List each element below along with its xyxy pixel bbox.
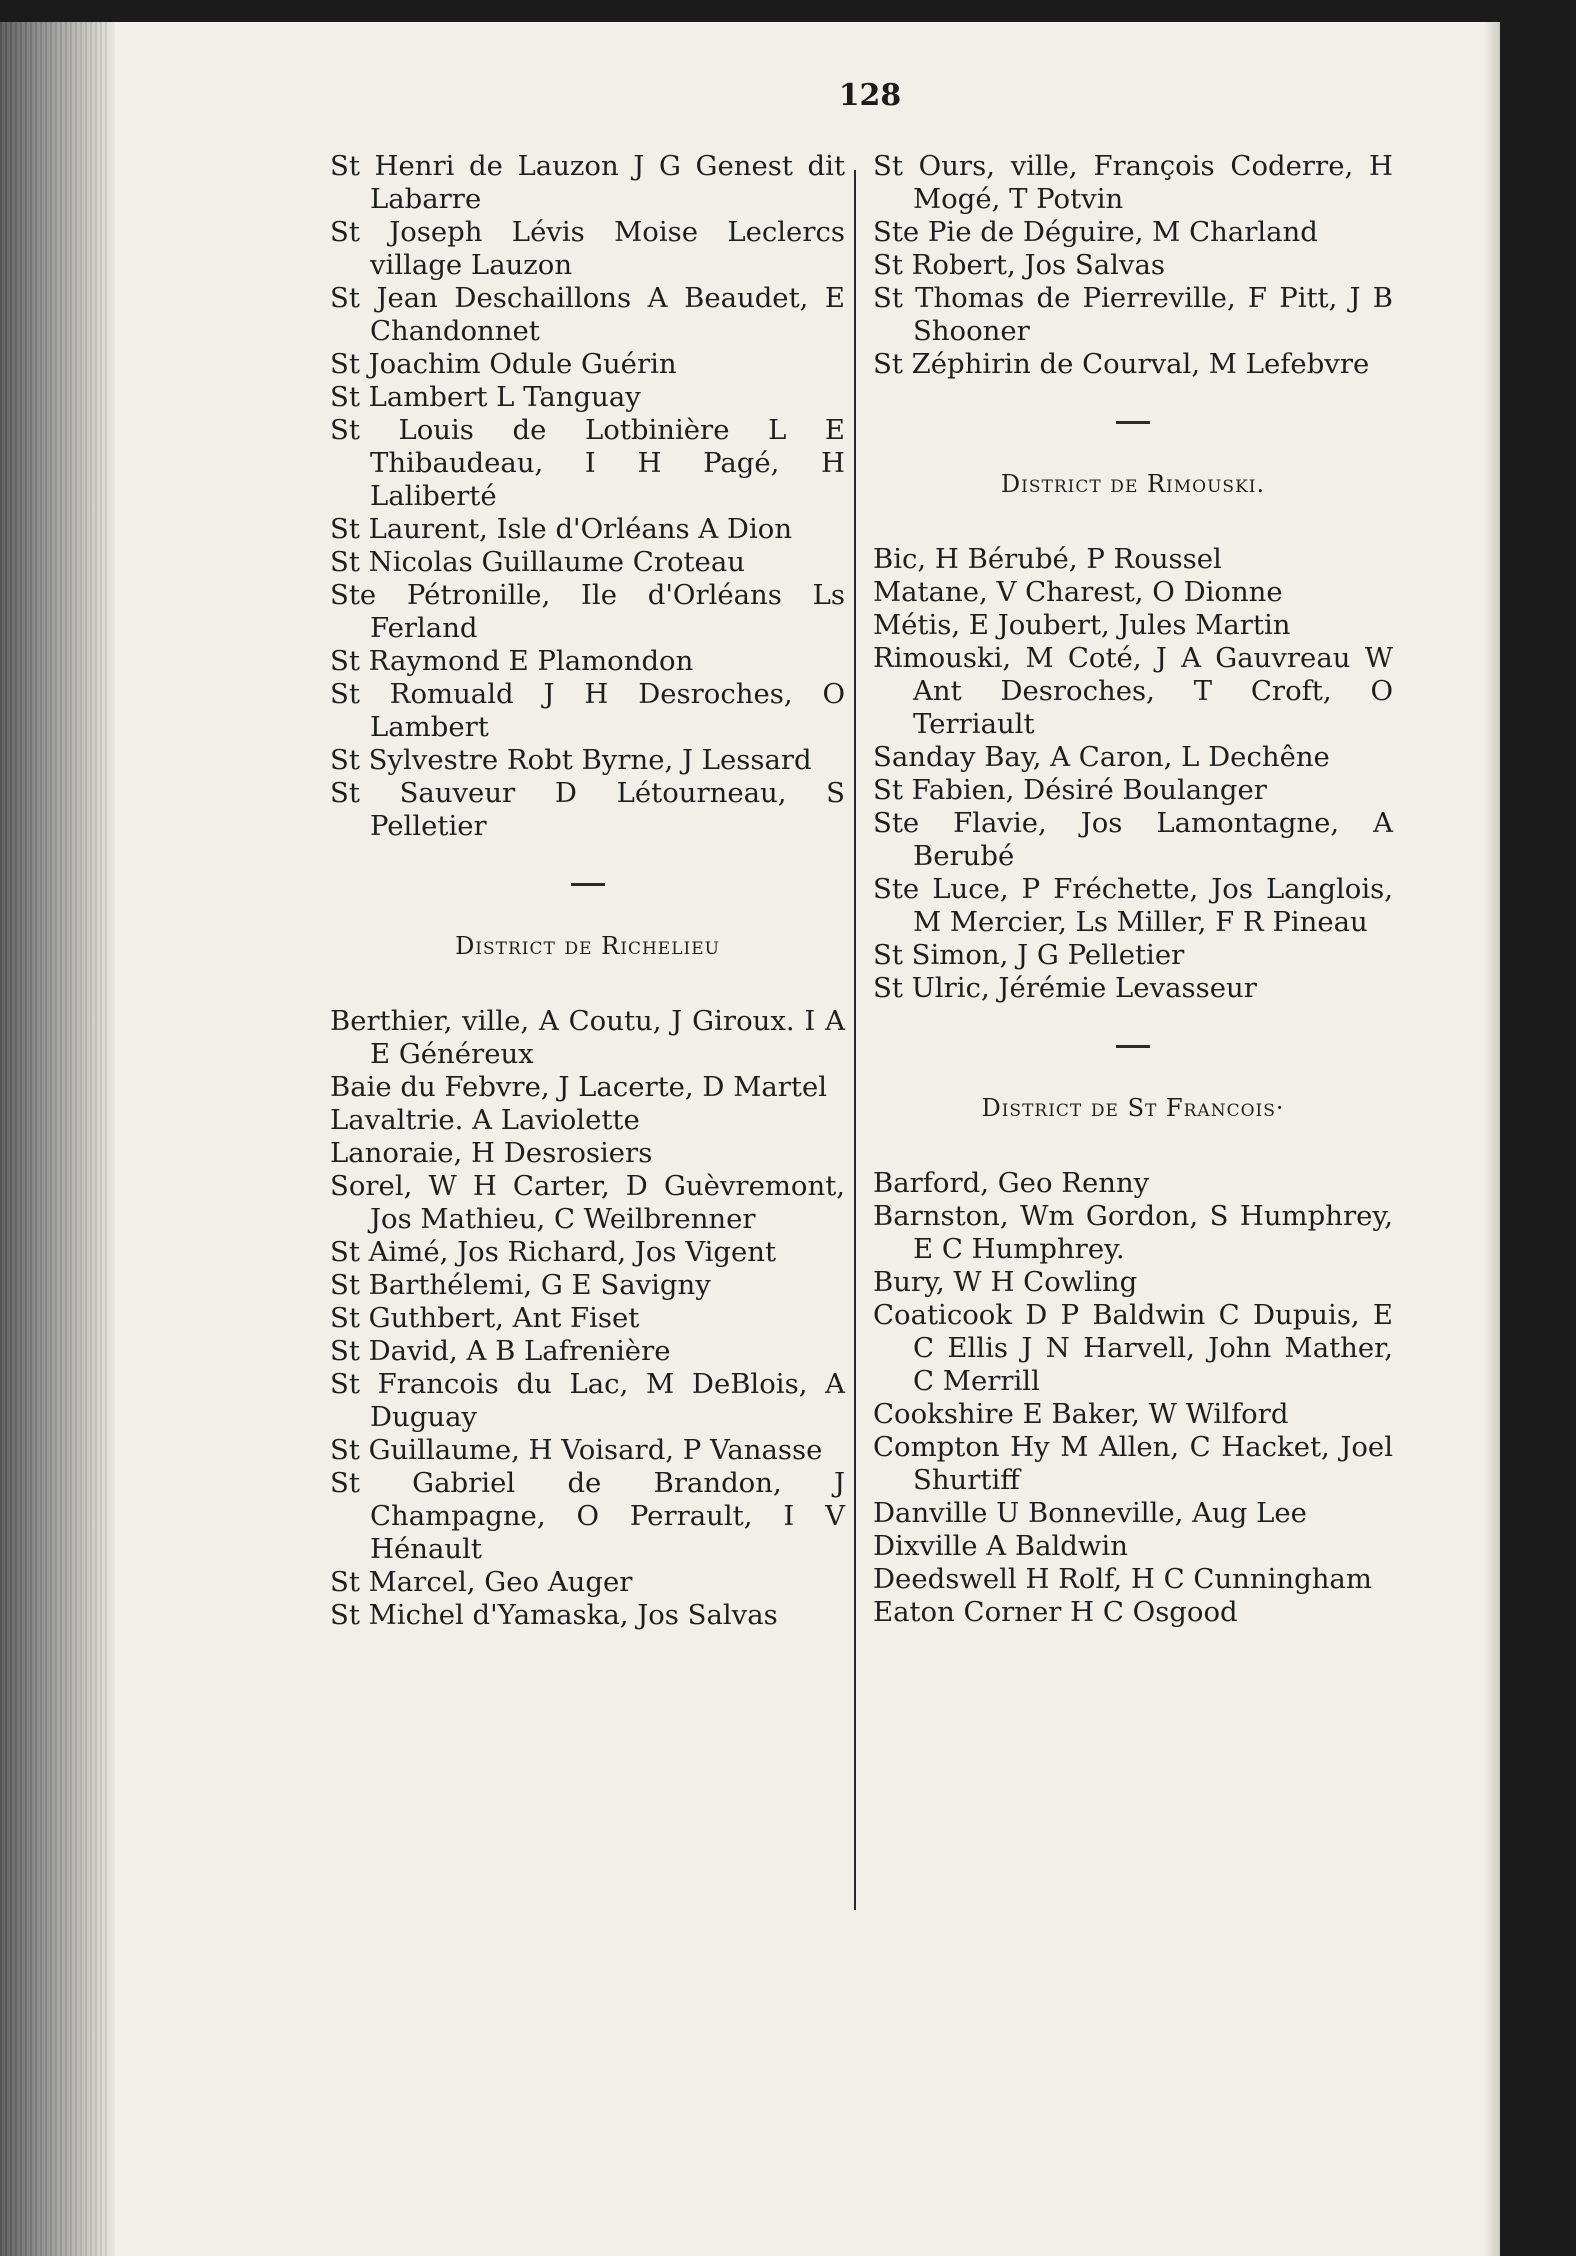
- book-page: [0, 22, 1500, 2256]
- section-heading-rimouski: District de Rimouski.: [1000, 470, 1266, 498]
- directory-entry: Métis, E Joubert, Jules Martin: [873, 609, 1291, 641]
- directory-entry: St Sylvestre Robt Byrne, J Lessard: [330, 744, 812, 776]
- directory-entry: St Fabien, Désiré Boulanger: [873, 774, 1267, 806]
- directory-entry: St Michel d'Yamaska, Jos Salvas: [330, 1599, 778, 1631]
- left-column: [330, 150, 845, 1632]
- page-number: 128: [838, 78, 902, 113]
- directory-entry: St Sauveur D Létourneau, S Pelletier: [330, 777, 845, 842]
- directory-entry: Danville U Bonneville, Aug Lee: [873, 1497, 1307, 1529]
- directory-entry: St Ours, ville, François Coderre, H Mogé, T Potvin: [873, 150, 1393, 215]
- directory-entry: Barford, Geo Renny: [873, 1167, 1150, 1199]
- directory-entry: Bic, H Bérubé, P Roussel: [873, 543, 1222, 575]
- section-divider: [1116, 1045, 1150, 1048]
- directory-entry: Cookshire E Baker, W Wilford: [873, 1398, 1289, 1430]
- rimouski-entries-list: [873, 543, 1393, 1005]
- directory-entry: St Gabriel de Brandon, J Champagne, O Perrault, I V Hénault: [330, 1467, 845, 1565]
- directory-entry: Lavaltrie. A Laviolette: [330, 1104, 640, 1136]
- directory-entry: St Joseph Lévis Moise Leclercs village Lauzon: [330, 216, 845, 281]
- directory-entry: St Marcel, Geo Auger: [330, 1566, 633, 1598]
- directory-entry: St Laurent, Isle d'Orléans A Dion: [330, 513, 793, 545]
- directory-entry: Barnston, Wm Gordon, S Humphrey, E C Humphrey.: [873, 1200, 1393, 1265]
- directory-entry: St Thomas de Pierreville, F Pitt, J B Shooner: [873, 282, 1393, 347]
- right-column: [873, 150, 1393, 1629]
- directory-entry: St Lambert L Tanguay: [330, 381, 641, 413]
- section-heading-richelieu: District de Richelieu: [455, 932, 720, 960]
- directory-entry: Ste Flavie, Jos Lamontagne, A Berubé: [873, 807, 1393, 872]
- directory-entry: St Joachim Odule Guérin: [330, 348, 677, 380]
- directory-entry: St Louis de Lotbinière L E Thibaudeau, I H Pagé, H Laliberté: [330, 414, 845, 512]
- directory-entry: Sanday Bay, A Caron, L Dechêne: [873, 741, 1330, 773]
- directory-entry: Sorel, W H Carter, D Guèvremont, Jos Mathieu, C Weilbrenner: [330, 1170, 845, 1235]
- right-entries-list: [873, 150, 1393, 381]
- directory-entry: Berthier, ville, A Coutu, J Giroux. I A E Généreux: [330, 1005, 845, 1070]
- directory-entry: St Nicolas Guillaume Croteau: [330, 546, 745, 578]
- directory-entry: Eaton Corner H C Osgood: [873, 1596, 1238, 1628]
- directory-entry: St Francois du Lac, M DeBlois, A Duguay: [330, 1368, 845, 1433]
- directory-entry: Lanoraie, H Desrosiers: [330, 1137, 653, 1169]
- st-francois-entries-list: [873, 1167, 1393, 1629]
- directory-entry: St Simon, J G Pelletier: [873, 939, 1185, 971]
- directory-entry: St Guillaume, H Voisard, P Vanasse: [330, 1434, 823, 1466]
- directory-entry: St Raymond E Plamondon: [330, 645, 694, 677]
- directory-entry: St Aimé, Jos Richard, Jos Vigent: [330, 1236, 777, 1268]
- richelieu-entries-list: [330, 1005, 845, 1632]
- directory-entry: St Ulric, Jérémie Levasseur: [873, 972, 1257, 1004]
- directory-entry: Baie du Febvre, J Lacerte, D Martel: [330, 1071, 828, 1103]
- directory-entry: St Robert, Jos Salvas: [873, 249, 1165, 281]
- section-divider: [1116, 421, 1150, 424]
- directory-entry: Ste Luce, P Fréchette, Jos Langlois, M Mercier, Ls Miller, F R Pineau: [873, 873, 1393, 938]
- directory-entry: St Romuald J H Desroches, O Lambert: [330, 678, 845, 743]
- directory-entry: Dixville A Baldwin: [873, 1530, 1128, 1562]
- column-divider: [854, 170, 856, 1910]
- directory-entry: St Jean Deschaillons A Beaudet, E Chandonnet: [330, 282, 845, 347]
- directory-entry: Rimouski, M Coté, J A Gauvreau W Ant Desroches, T Croft, O Terriault: [873, 642, 1393, 740]
- section-heading-st-francois: District de St Francois·: [981, 1094, 1285, 1122]
- directory-entry: Ste Pétronille, Ile d'Orléans Ls Ferland: [330, 579, 845, 644]
- directory-entry: Deedswell H Rolf, H C Cunningham: [873, 1563, 1372, 1595]
- directory-entry: Bury, W H Cowling: [873, 1266, 1138, 1298]
- directory-entry: St Barthélemi, G E Savigny: [330, 1269, 711, 1301]
- directory-entry: Ste Pie de Déguire, M Charland: [873, 216, 1318, 248]
- directory-entry: St Guthbert, Ant Fiset: [330, 1302, 640, 1334]
- section-divider: [571, 883, 605, 886]
- directory-entry: St Henri de Lauzon J G Genest dit Labarre: [330, 150, 845, 215]
- gutter-page-edges: [0, 22, 110, 2256]
- directory-entry: St David, A B Lafrenière: [330, 1335, 671, 1367]
- directory-entry: Matane, V Charest, O Dionne: [873, 576, 1283, 608]
- directory-entry: Coaticook D P Baldwin C Dupuis, E C Ellis J N Harvell, John Mather, C Merrill: [873, 1299, 1393, 1397]
- left-entries-list: [330, 150, 845, 843]
- directory-entry: Compton Hy M Allen, C Hacket, Joel Shurtiff: [873, 1431, 1393, 1496]
- page-edge-shadow: [1484, 22, 1500, 2256]
- directory-entry: St Zéphirin de Courval, M Lefebvre: [873, 348, 1370, 380]
